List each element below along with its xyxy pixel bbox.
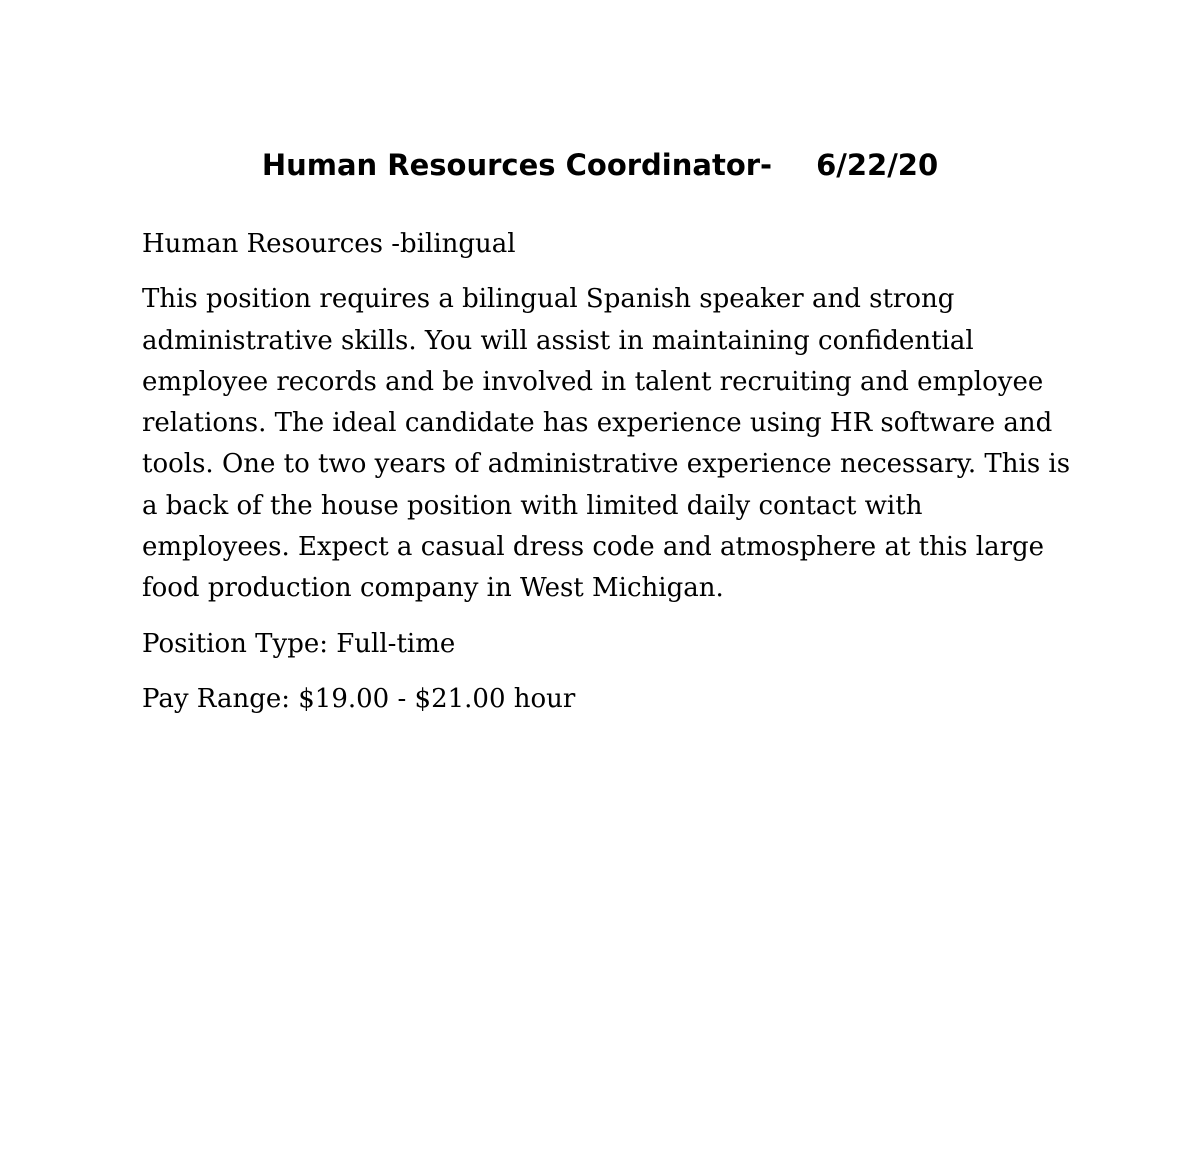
department-line: Human Resources -bilingual bbox=[142, 229, 516, 259]
posting-date: 6/22/20 bbox=[816, 148, 939, 182]
job-description: This position requires a bilingual Spanish speaker and strong administrative skills. You will assist in maintaining confidential employee records and be involved in talent recruiting and employee relations. The ideal candidate has experience using HR software and tools. One to two years of administrative experience necessary. This is a back of the house position with limited daily contact with employees. Expect a casual dress code and atmosphere at this large food production company in West Michigan. bbox=[142, 284, 1071, 604]
job-title: Human Resources Coordinator- bbox=[261, 148, 773, 182]
position-type: Position Type: Full-time bbox=[142, 628, 456, 659]
document-heading bbox=[0, 145, 1200, 185]
document-body bbox=[142, 224, 1072, 734]
pay-range: Pay Range: $19.00 - $21.00 hour bbox=[142, 683, 576, 714]
